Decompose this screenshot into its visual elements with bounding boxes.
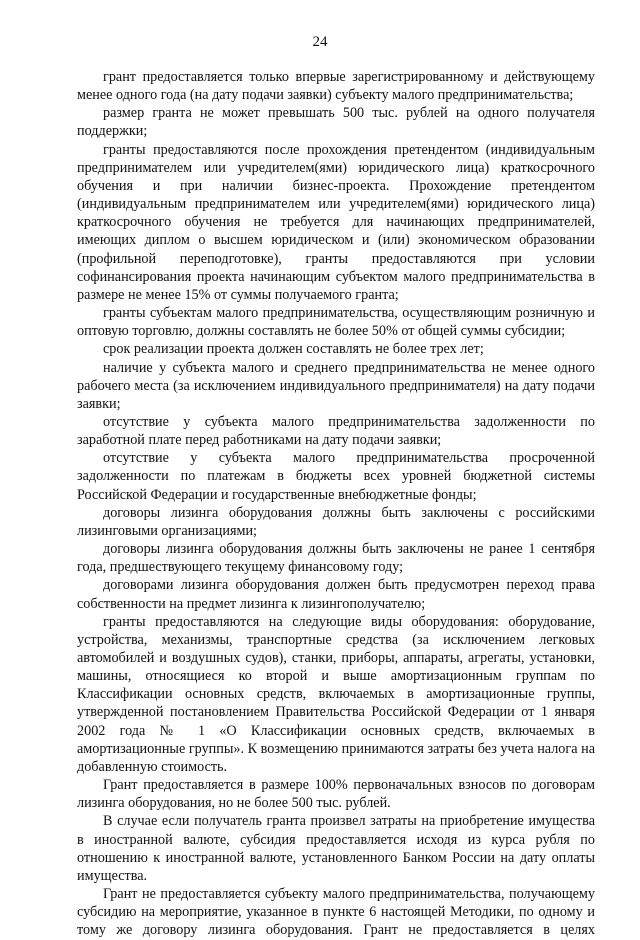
- document-body: [77, 68, 595, 940]
- paragraph: В случае если получатель гранта произвел затраты на приобретение имущества в иностранной валюте, субсидия предоставляется исходя из курса рубля по отношению к иностранной валюте, установленного Банком России на дату оплаты имущества.: [77, 813, 595, 884]
- paragraph: гранты субъектам малого предпринимательства, осуществляющим розничную и оптовую торговлю, должны составлять не более 50% от общей суммы субсидии;: [77, 305, 595, 340]
- paragraph: договоры лизинга оборудования должны быть заключены не ранее 1 сентября года, предшествующего текущему финансовому году;: [77, 541, 595, 576]
- paragraph: Грант не предоставляется субъекту малого предпринимательства, получающему субсидию на мероприятие, указанное в пункте 6 настоящей Методики, по одному и тому же договору лизинга оборудования. Грант не предоставляется в целях: [77, 886, 595, 939]
- paragraph: срок реализации проекта должен составлять не более трех лет;: [103, 341, 484, 358]
- paragraph: договоры лизинга оборудования должны быть заключены с российскими лизинговыми организациями;: [77, 504, 595, 539]
- paragraph: отсутствие у субъекта малого предпринимательства задолженности по заработной плате перед работниками на дату подачи заявки;: [77, 413, 595, 449]
- paragraph: наличие у субъекта малого и среднего предпринимательства не менее одного рабочего места (за исключением индивидуального предпринимателя) на дату подачи заявки;: [77, 359, 595, 412]
- page-number: 24: [312, 34, 328, 50]
- paragraph: гранты предоставляются после прохождения претендентом (индивидуальным предпринимателем или учредителем(ями) юридического лица) краткосрочного обучения и при наличии бизнес-проекта. Прохождение претендентом (индивидуальным предпринимателем или учредителем(ями) юридического лица) краткосрочного обучения не требуется для начинающих предпринимателей, имеющих диплом о высшем юридическом и (или) экономическом образовании (профильной переподготовке), гранты предоставляются при условии софинансирования проекта начинающим субъектом малого предпринимательства в размере не менее 15% от суммы получаемого гранта;: [77, 141, 595, 303]
- paragraph: размер гранта не может превышать 500 тыс. рублей на одного получателя поддержки;: [77, 105, 595, 140]
- paragraph: отсутствие у субъекта малого предпринимательства просроченной задолженности по платежам в бюджеты всех уровней бюджетной системы Российской Федерации и государственные внебюджетные фонды;: [77, 450, 595, 503]
- paragraph: договорами лизинга оборудования должен быть предусмотрен переход права собственности на предмет лизинга к лизингополучателю;: [77, 577, 595, 612]
- paragraph: грант предоставляется только впервые зарегистрированному и действующему менее одного года (на дату подачи заявки) субъекту малого предпринимательства;: [77, 69, 595, 104]
- paragraph: Грант предоставляется в размере 100% первоначальных взносов по договорам лизинга оборудования, но не более 500 тыс. рублей.: [77, 777, 595, 812]
- paragraph: гранты предоставляются на следующие виды оборудования: оборудование, устройства, механизмы, транспортные средства (за исключением легковых автомобилей и воздушных судов), станки, приборы, аппараты, агрегаты, установки, машины, относящиеся ко второй и выше амортизационным группам по Классификации основных средств, включаемых в амортизационные группы, утвержденной постановлением Правительства Российской Федерации от 1 января 2002 года № 1 «О Классификации основных средств, включаемых в амортизационные группы». К возмещению принимаются затраты без учета налога на добавленную стоимость.: [77, 613, 595, 775]
